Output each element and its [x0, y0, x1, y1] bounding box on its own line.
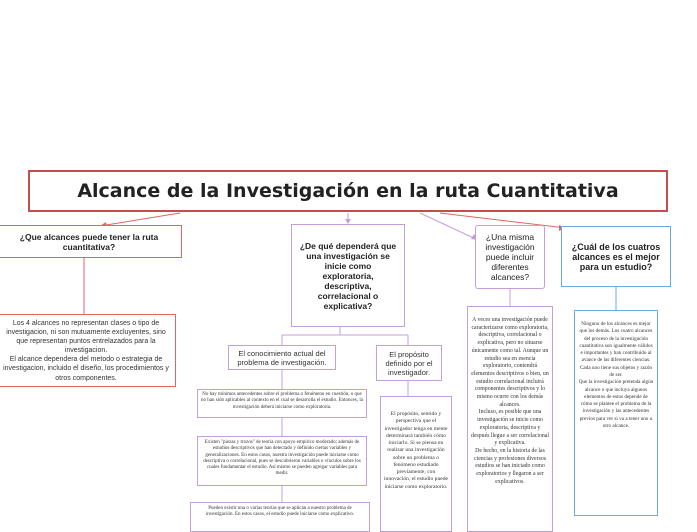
- node-depende-question[interactable]: ¿De qué dependerá que una investigación se inicie como exploratoria, descriptiva, correlacional o explicativa?: [291, 224, 405, 327]
- node-mismo-text[interactable]: A veces una investigación puede caracterizarse como exploratoria, descriptiva, correlacional o explicativa, pero no situarse únicamente como tal. Aunque un estudio sea en esencia exploratorio, contendrá elementos descriptivos o bien, un estudio correlacional incluirá componentes descriptivos y lo mismo ocurre con los demás alcances. Incluso, es posible que una investigación se inicie como exploratoria, descriptiva y después llegue a ser correlacional y explicativa. De hecho, en la historia de las ciencias y profesiones diversos estudios se han iniciado como exploratorios y llegaron a ser explicativos.: [467, 306, 553, 532]
- node-conocimiento-detail-2[interactable]: Existen "piezas y trozos" de teoría con apoyo empírico moderado; además de estudios descriptivos que han detectado y definido ciertas variables y generalizaciones. En estos casos, nuestra investigación puede iniciarse como descriptiva o correlacional, pues se descubrieron variables o vínculos sobre los cuales fundamentar el estudio. Así mismo se pueden agregar variables para medir.: [197, 436, 367, 486]
- node-conocimiento-detail-1[interactable]: No hay mínimos antecedentes sobre el problema o fenómeno en cuestión, o que no han sido aplicables al contexto en el cual se desarrolla el estudio. Entonces, la investigación deberá iniciarse como exploratoria.: [197, 389, 367, 418]
- node-conocimiento-detail-3[interactable]: Pueden existir una o varias teorías que se aplican a nuestro problema de investigación. En estos casos, el estudio puede iniciarse como explicativo.: [190, 502, 370, 532]
- node-mejor-question[interactable]: ¿Cuál de los cuatros alcances es el mejor para un estudio?: [561, 226, 671, 287]
- node-conocimiento[interactable]: El conocimiento actual del problema de investigación.: [228, 345, 336, 370]
- map-title[interactable]: Alcance de la Investigación en la ruta Cuantitativa: [28, 170, 668, 212]
- node-alcances-question[interactable]: ¿Que alcances puede tener la ruta cuantitativa?: [0, 225, 182, 258]
- node-proposito-text[interactable]: El propósito, sentido y perspectiva que el investigador tenga en mente determinará también cómo iniciarlo. Si se piensa en realizar una investigación sobre un problema o fenómeno estudiado previamente, con innovación, el estudio puede iniciarse como exploratorio.: [380, 396, 452, 532]
- node-mejor-text[interactable]: Ninguno de los alcances es mejor que los demás. Los cuatro alcances del proceso de la investigación cuantitativa son igualmente válidos e importantes y han contribuido al avance de las diferentes ciencias. Cada uno tiene sus objetos y razón de ser. Que la investigación pretenda algún alcance o que incluya algunos elementos de estos depende de cómo se plantee el problema de la investigación y las antecedentes previos para ver si va a tener uno u otro alcance.: [574, 310, 658, 516]
- node-alcances-text[interactable]: Los 4 alcances no representan clases o tipo de investigacion, ni son mutuamente excluyentes, sino que representan puntos entrelazados para la investigacion. El alcance dependera del metodo o estrategia de investigacion, incluido el diseño, los procedimientos y otros componentes.: [0, 314, 176, 387]
- node-mismo-question[interactable]: ¿Una misma investigación puede incluir diferentes alcances?: [475, 225, 545, 289]
- node-proposito[interactable]: El propósito definido por el investigador.: [376, 345, 442, 381]
